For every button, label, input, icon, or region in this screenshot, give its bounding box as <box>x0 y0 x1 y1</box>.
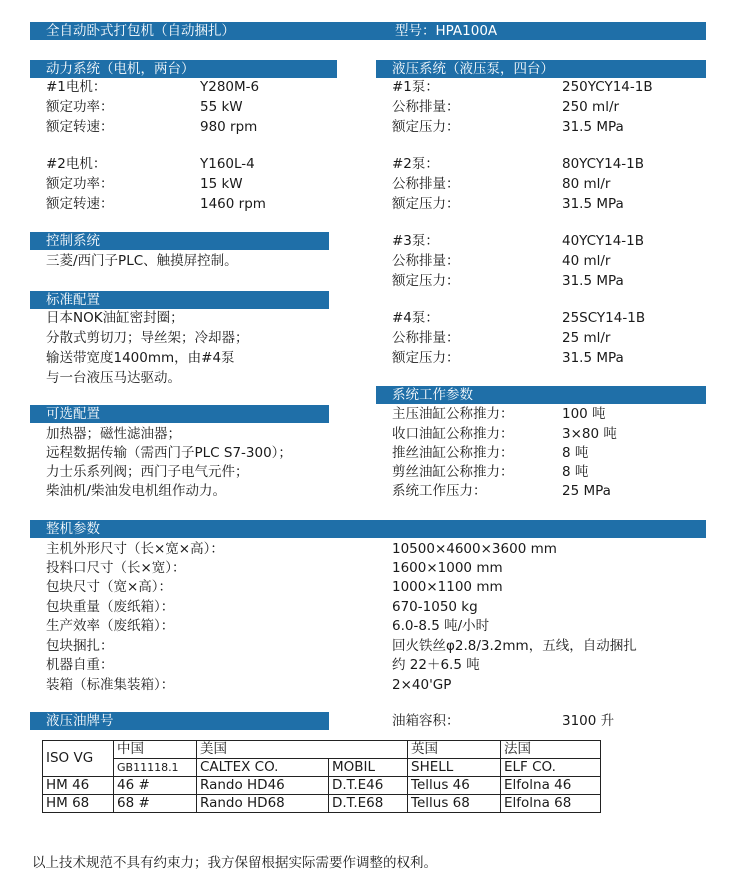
machine-title: 全自动卧式打包机（自动捆扎） <box>46 23 235 39</box>
pump-value: 250YCY14-1B <box>562 79 653 95</box>
country-china: 中国 <box>114 741 197 759</box>
tank-volume-label: 油箱容积： <box>392 713 460 729</box>
power-value: Y160L-4 <box>200 156 255 172</box>
param-value: 3×80 吨 <box>562 426 617 442</box>
power-label: 额定转速： <box>46 119 114 135</box>
pump-label: 公称排量： <box>392 99 460 115</box>
control-section-header: 控制系统 <box>30 232 329 250</box>
standard-line: 日本NOK油缸密封圈； <box>46 310 184 326</box>
power-value: Y280M-6 <box>200 79 260 95</box>
pump-value: 80 ml/r <box>562 176 611 192</box>
pump-label: #3泵： <box>392 233 439 249</box>
pump-label: 额定压力： <box>392 196 460 212</box>
power-label: #1电机： <box>46 79 107 95</box>
table-cell: Elfolna 68 <box>501 795 601 813</box>
country-france: 法国 <box>501 741 601 759</box>
control-line: 三菱/西门子PLC、触摸屏控制。 <box>46 253 238 269</box>
iso-vg-header: ISO VG <box>43 741 114 777</box>
machine-label: 包块尺寸（宽×高）： <box>46 579 173 595</box>
brand-mobil: MOBIL <box>329 759 408 777</box>
machine-label: 投料口尺寸（长×宽）： <box>46 560 186 576</box>
param-label: 系统工作压力： <box>392 483 487 499</box>
table-row <box>43 795 601 813</box>
standard-line: 与一台液压马达驱动。 <box>46 370 181 386</box>
china-standard: GB11118.1 <box>114 759 197 777</box>
system-params-header: 系统工作参数 <box>376 386 706 404</box>
standard-line: 输送带宽度1400mm，由#4泵 <box>46 350 235 366</box>
power-value: 15 kW <box>200 176 243 192</box>
pump-label: #1泵： <box>392 79 439 95</box>
table-cell: 68 # <box>114 795 197 813</box>
tank-volume-value: 3100 升 <box>562 713 615 729</box>
optional-line: 加热器；磁性滤油器； <box>46 426 181 442</box>
disclaimer: 以上技术规范不具有约束力；我方保留根据实际需要作调整的权利。 <box>32 855 437 871</box>
machine-label: 机器自重： <box>46 657 114 673</box>
optional-line: 柴油机/柴油发电机组作动力。 <box>46 483 227 499</box>
param-value: 25 MPa <box>562 483 611 499</box>
pump-label: 公称排量： <box>392 330 460 346</box>
param-label: 剪丝油缸公称推力： <box>392 464 514 480</box>
machine-value: 2×40'GP <box>392 677 452 693</box>
brand-shell: SHELL <box>408 759 501 777</box>
param-label: 推丝油缸公称推力： <box>392 445 514 461</box>
pump-value: 31.5 MPa <box>562 119 624 135</box>
pump-value: 40YCY14-1B <box>562 233 645 249</box>
param-label: 收口油缸公称推力： <box>392 426 514 442</box>
hydraulic-section-header: 液压系统（液压泵，四台） <box>376 60 706 78</box>
machine-section-header: 整机参数 <box>30 520 706 538</box>
brand-caltex: CALTEX CO. <box>197 759 329 777</box>
machine-label: 生产效率（废纸箱）： <box>46 618 175 634</box>
machine-value: 6.0-8.5 吨/小时 <box>392 618 490 634</box>
pump-label: 额定压力： <box>392 119 460 135</box>
machine-value: 1000×1100 mm <box>392 579 503 595</box>
table-cell: Rando HD46 <box>197 777 329 795</box>
pump-label: 额定压力： <box>392 273 460 289</box>
machine-label: 包块捆扎： <box>46 638 114 654</box>
title-bar <box>30 22 706 40</box>
standard-line: 分散式剪切刀；导丝架；冷却器； <box>46 330 249 346</box>
pump-value: 25 ml/r <box>562 330 611 346</box>
param-label: 主压油缸公称推力： <box>392 406 514 422</box>
table-cell: D.T.E68 <box>329 795 408 813</box>
table-row <box>43 777 601 795</box>
param-value: 8 吨 <box>562 445 589 461</box>
machine-value: 10500×4600×3600 mm <box>392 541 557 557</box>
param-value: 8 吨 <box>562 464 589 480</box>
machine-value: 回火铁丝φ2.8/3.2mm，五线，自动捆扎 <box>392 638 637 654</box>
power-label: 额定功率： <box>46 99 114 115</box>
pump-label: 公称排量： <box>392 253 460 269</box>
machine-label: 包块重量（废纸箱）： <box>46 599 175 615</box>
table-cell: 46 # <box>114 777 197 795</box>
oil-section-header: 液压油牌号 <box>30 712 329 730</box>
table-cell: HM 68 <box>43 795 114 813</box>
table-subheader-row <box>43 759 601 777</box>
power-value: 55 kW <box>200 99 243 115</box>
table-header-row <box>43 741 601 759</box>
pump-value: 80YCY14-1B <box>562 156 645 172</box>
machine-value: 1600×1000 mm <box>392 560 503 576</box>
table-cell: Elfolna 46 <box>501 777 601 795</box>
standard-section-header: 标准配置 <box>30 291 329 309</box>
table-cell: HM 46 <box>43 777 114 795</box>
optional-line: 力士乐系列阀；西门子电气元件； <box>46 464 249 480</box>
country-usa: 美国 <box>197 741 408 759</box>
pump-value: 25SCY14-1B <box>562 310 646 326</box>
pump-value: 31.5 MPa <box>562 196 624 212</box>
machine-label: 装箱（标准集装箱）： <box>46 677 175 693</box>
pump-value: 31.5 MPa <box>562 273 624 289</box>
machine-value: 670-1050 kg <box>392 599 478 615</box>
power-label: 额定转速： <box>46 196 114 212</box>
optional-section-header: 可选配置 <box>30 405 329 423</box>
oil-grade-table <box>42 740 601 813</box>
pump-value: 40 ml/r <box>562 253 611 269</box>
table-cell: Tellus 46 <box>408 777 501 795</box>
power-value: 1460 rpm <box>200 196 266 212</box>
pump-label: #2泵： <box>392 156 439 172</box>
brand-elf: ELF CO. <box>501 759 601 777</box>
table-cell: D.T.E46 <box>329 777 408 795</box>
table-cell: Rando HD68 <box>197 795 329 813</box>
optional-line: 远程数据传输（需西门子PLC S7-300）； <box>46 445 292 461</box>
machine-value: 约 22＋6.5 吨 <box>392 657 480 673</box>
power-section-header: 动力系统（电机，两台） <box>30 60 337 78</box>
power-value: 980 rpm <box>200 119 258 135</box>
pump-value: 250 ml/r <box>562 99 620 115</box>
table-cell: Tellus 68 <box>408 795 501 813</box>
model-number: 型号：HPA100A <box>395 23 498 39</box>
machine-label: 主机外形尺寸（长×宽×高）： <box>46 541 224 557</box>
pump-label: 额定压力： <box>392 350 460 366</box>
param-value: 100 吨 <box>562 406 606 422</box>
pump-value: 31.5 MPa <box>562 350 624 366</box>
pump-label: #4泵： <box>392 310 439 326</box>
power-label: #2电机： <box>46 156 107 172</box>
country-uk: 英国 <box>408 741 501 759</box>
pump-label: 公称排量： <box>392 176 460 192</box>
power-label: 额定功率： <box>46 176 114 192</box>
